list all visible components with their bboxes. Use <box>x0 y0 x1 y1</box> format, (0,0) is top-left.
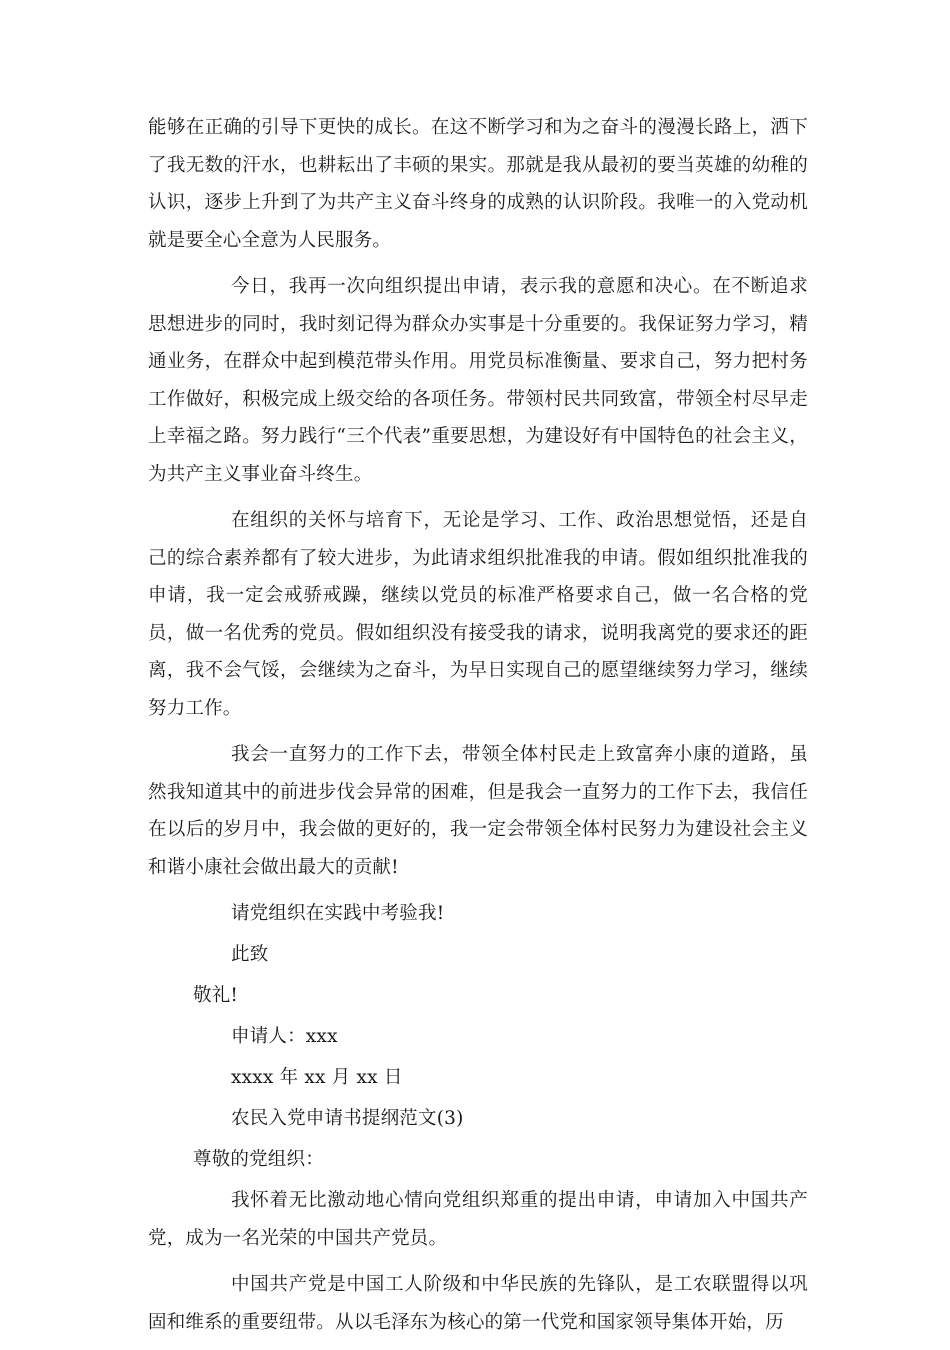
paragraph-party-intro: 中国共产党是中国工人阶级和中华民族的先锋队，是工农联盟得以巩固和维系的重要纽带。从以毛泽东为核心的第一代党和国家领导集体开始，历 <box>148 1274 808 1333</box>
paragraph-continuation: 能够在正确的引导下更快的成长。在这不断学习和为之奋斗的漫漫长路上，洒下了我无数的汗水，也耕耘出了丰硕的果实。那就是我从最初的要当英雄的幼稚的认识，逐步上升到了为共产主义奋斗终身的成熟的认识阶段。我唯一的入党动机就是要全心全意为人民服务。 <box>148 117 808 251</box>
closing-request: 请党组织在实践中考验我! <box>231 903 445 924</box>
paragraph-commitment: 我会一直努力的工作下去，带领全体村民走上致富奔小康的道路，虽然我知道其中的前进步伐会异常的困难，但是我会一直努力的工作下去，我信任在以后的岁月中，我会做的更好的，我一定会带领全体村民努力为建设社会主义和谐小康社会做出最大的贡献! <box>148 744 808 878</box>
paragraph-resolve: 今日，我再一次向组织提出申请，表示我的意愿和决心。在不断追求思想进步的同时，我时刻记得为群众办实事是十分重要的。我保证努力学习，精通业务，在群众中起到模范带头作用。用党员标准衡量、要求自己，努力把村务工作做好，积极完成上级交给的各项任务。带领村民共同致富，带领全村尽早走上幸福之路。努力践行“三个代表”重要思想，为建设好有中国特色的社会主义，为共产主义事业奋斗终生。 <box>148 276 808 485</box>
closing-cizhi: 此致 <box>231 944 269 965</box>
paragraph-request-approval: 在组织的关怀与培育下，无论是学习、工作、政治思想觉悟，还是自己的综合素养都有了较大进步，为此请求组织批准我的申请。假如组织批准我的申请，我一定会戒骄戒躁，继续以党员的标准严格要求自己，做一名合格的党员，做一名优秀的党员。假如组织没有接受我的请求，说明我离党的要求还的距离，我不会气馁，会继续为之奋斗，为早日实现自己的愿望继续努力学习，继续努力工作。 <box>148 510 808 719</box>
closing-jingli: 敬礼! <box>193 985 239 1006</box>
date-line: xxxx 年 xx 月 xx 日 <box>231 1067 403 1088</box>
salutation: 尊敬的党组织： <box>193 1149 324 1170</box>
paragraph-application: 我怀着无比激动地心情向党组织郑重的提出申请，申请加入中国共产党，成为一名光荣的中国共产党员。 <box>148 1190 808 1249</box>
section-title: 农民入党申请书提纲范文(3) <box>231 1108 464 1129</box>
document-body <box>148 109 808 1350</box>
applicant-line: 申请人：xxx <box>231 1026 338 1047</box>
